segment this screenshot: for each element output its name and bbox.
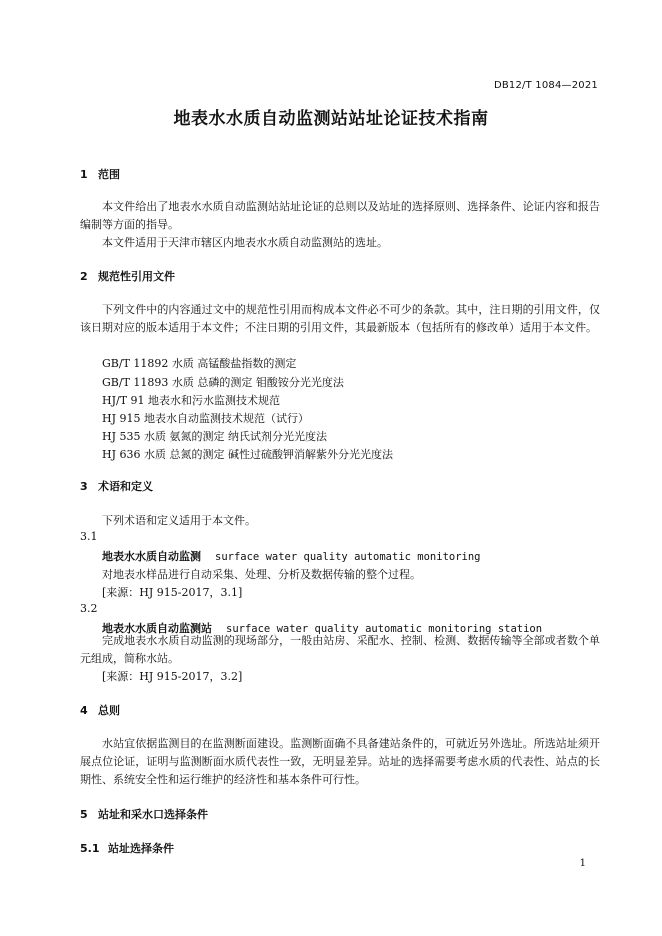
section-number: 3 <box>80 480 88 493</box>
section-number: 2 <box>80 270 88 283</box>
paragraph: 下列文件中的内容通过文中的规范性引用而构成本文件必不可少的条款。其中，注日期的引用文件，仅该日期对应的版本适用于本文件；不注日期的引用文件，其最新版本（包括所有的修改单）适用于本文件。 <box>80 303 600 334</box>
reference-item: HJ 535 水质 氨氮的测定 纳氏试剂分光光度法 <box>102 430 327 443</box>
section-5-heading <box>80 806 208 822</box>
paragraph: 水站宜依据监测目的在监测断面建设。监测断面确不具备建站条件的，可就近另外选址。所选站址须开展点位论证，证明与监测断面水质代表性一致，无明显差异。站址的选择需要考虑水质的代表性、站点的长期性、系统安全性和运行维护的经济性和基本条件可行性。 <box>80 737 600 786</box>
term-number: 3.2 <box>80 602 98 615</box>
term-entry <box>102 548 481 564</box>
reference-item: HJ 915 地表水自动监测技术规范（试行） <box>102 412 309 425</box>
section-title: 规范性引用文件 <box>98 270 175 283</box>
section-1-heading <box>80 166 120 182</box>
subsection-title: 站址选择条件 <box>108 842 174 855</box>
section-number: 4 <box>80 704 88 717</box>
term-definition: 完成地表水水质自动监测的现场部分，一般由站房、采配水、控制、检测、数据传输等全部或者数个单元组成，简称水站。 <box>80 634 600 665</box>
section-title: 总则 <box>98 704 120 717</box>
section-number: 1 <box>80 168 88 181</box>
term-chinese: 地表水水质自动监测 <box>102 550 201 563</box>
page-number: 1 <box>579 858 586 869</box>
section-3-heading <box>80 478 153 494</box>
paragraph: 本文件适用于天津市辖区内地表水水质自动监测站的选址。 <box>102 236 388 249</box>
term-chinese: 地表水水质自动监测站 <box>102 622 212 635</box>
reference-item: GB/T 11892 水质 高锰酸盐指数的测定 <box>102 357 297 370</box>
term-english: surface water quality automatic monitoring <box>215 551 481 563</box>
term-number: 3.1 <box>80 530 98 543</box>
section-title: 术语和定义 <box>98 480 153 493</box>
reference-item: GB/T 11893 水质 总磷的测定 钼酸铵分光光度法 <box>102 376 344 389</box>
standard-code: DB12/T 1084—2021 <box>493 80 598 91</box>
subsection-number: 5.1 <box>80 842 100 855</box>
section-2-heading <box>80 268 175 284</box>
term-source: [来源：HJ 915-2017，3.2] <box>102 670 243 683</box>
paragraph: 下列术语和定义适用于本文件。 <box>102 514 256 527</box>
term-definition: 对地表水样品进行自动采集、处理、分析及数据传输的整个过程。 <box>102 568 421 581</box>
section-title: 站址和采水口选择条件 <box>98 808 208 821</box>
section-title: 范围 <box>98 168 120 181</box>
term-source: [来源：HJ 915-2017，3.1] <box>102 586 243 599</box>
reference-item: HJ/T 91 地表水和污水监测技术规范 <box>102 394 281 407</box>
term-english: surface water quality automatic monitoring station <box>226 623 543 635</box>
section-number: 5 <box>80 808 88 821</box>
subsection-5-1-heading <box>80 840 174 856</box>
section-4-heading <box>80 702 120 718</box>
paragraph: 本文件给出了地表水水质自动监测站站址论证的总则以及站址的选择原则、选择条件、论证内容和报告编制等方面的指导。 <box>80 200 600 231</box>
document-title: 地表水水质自动监测站站址论证技术指南 <box>173 109 489 129</box>
reference-item: HJ 636 水质 总氮的测定 碱性过硫酸钾消解紫外分光光度法 <box>102 448 393 461</box>
